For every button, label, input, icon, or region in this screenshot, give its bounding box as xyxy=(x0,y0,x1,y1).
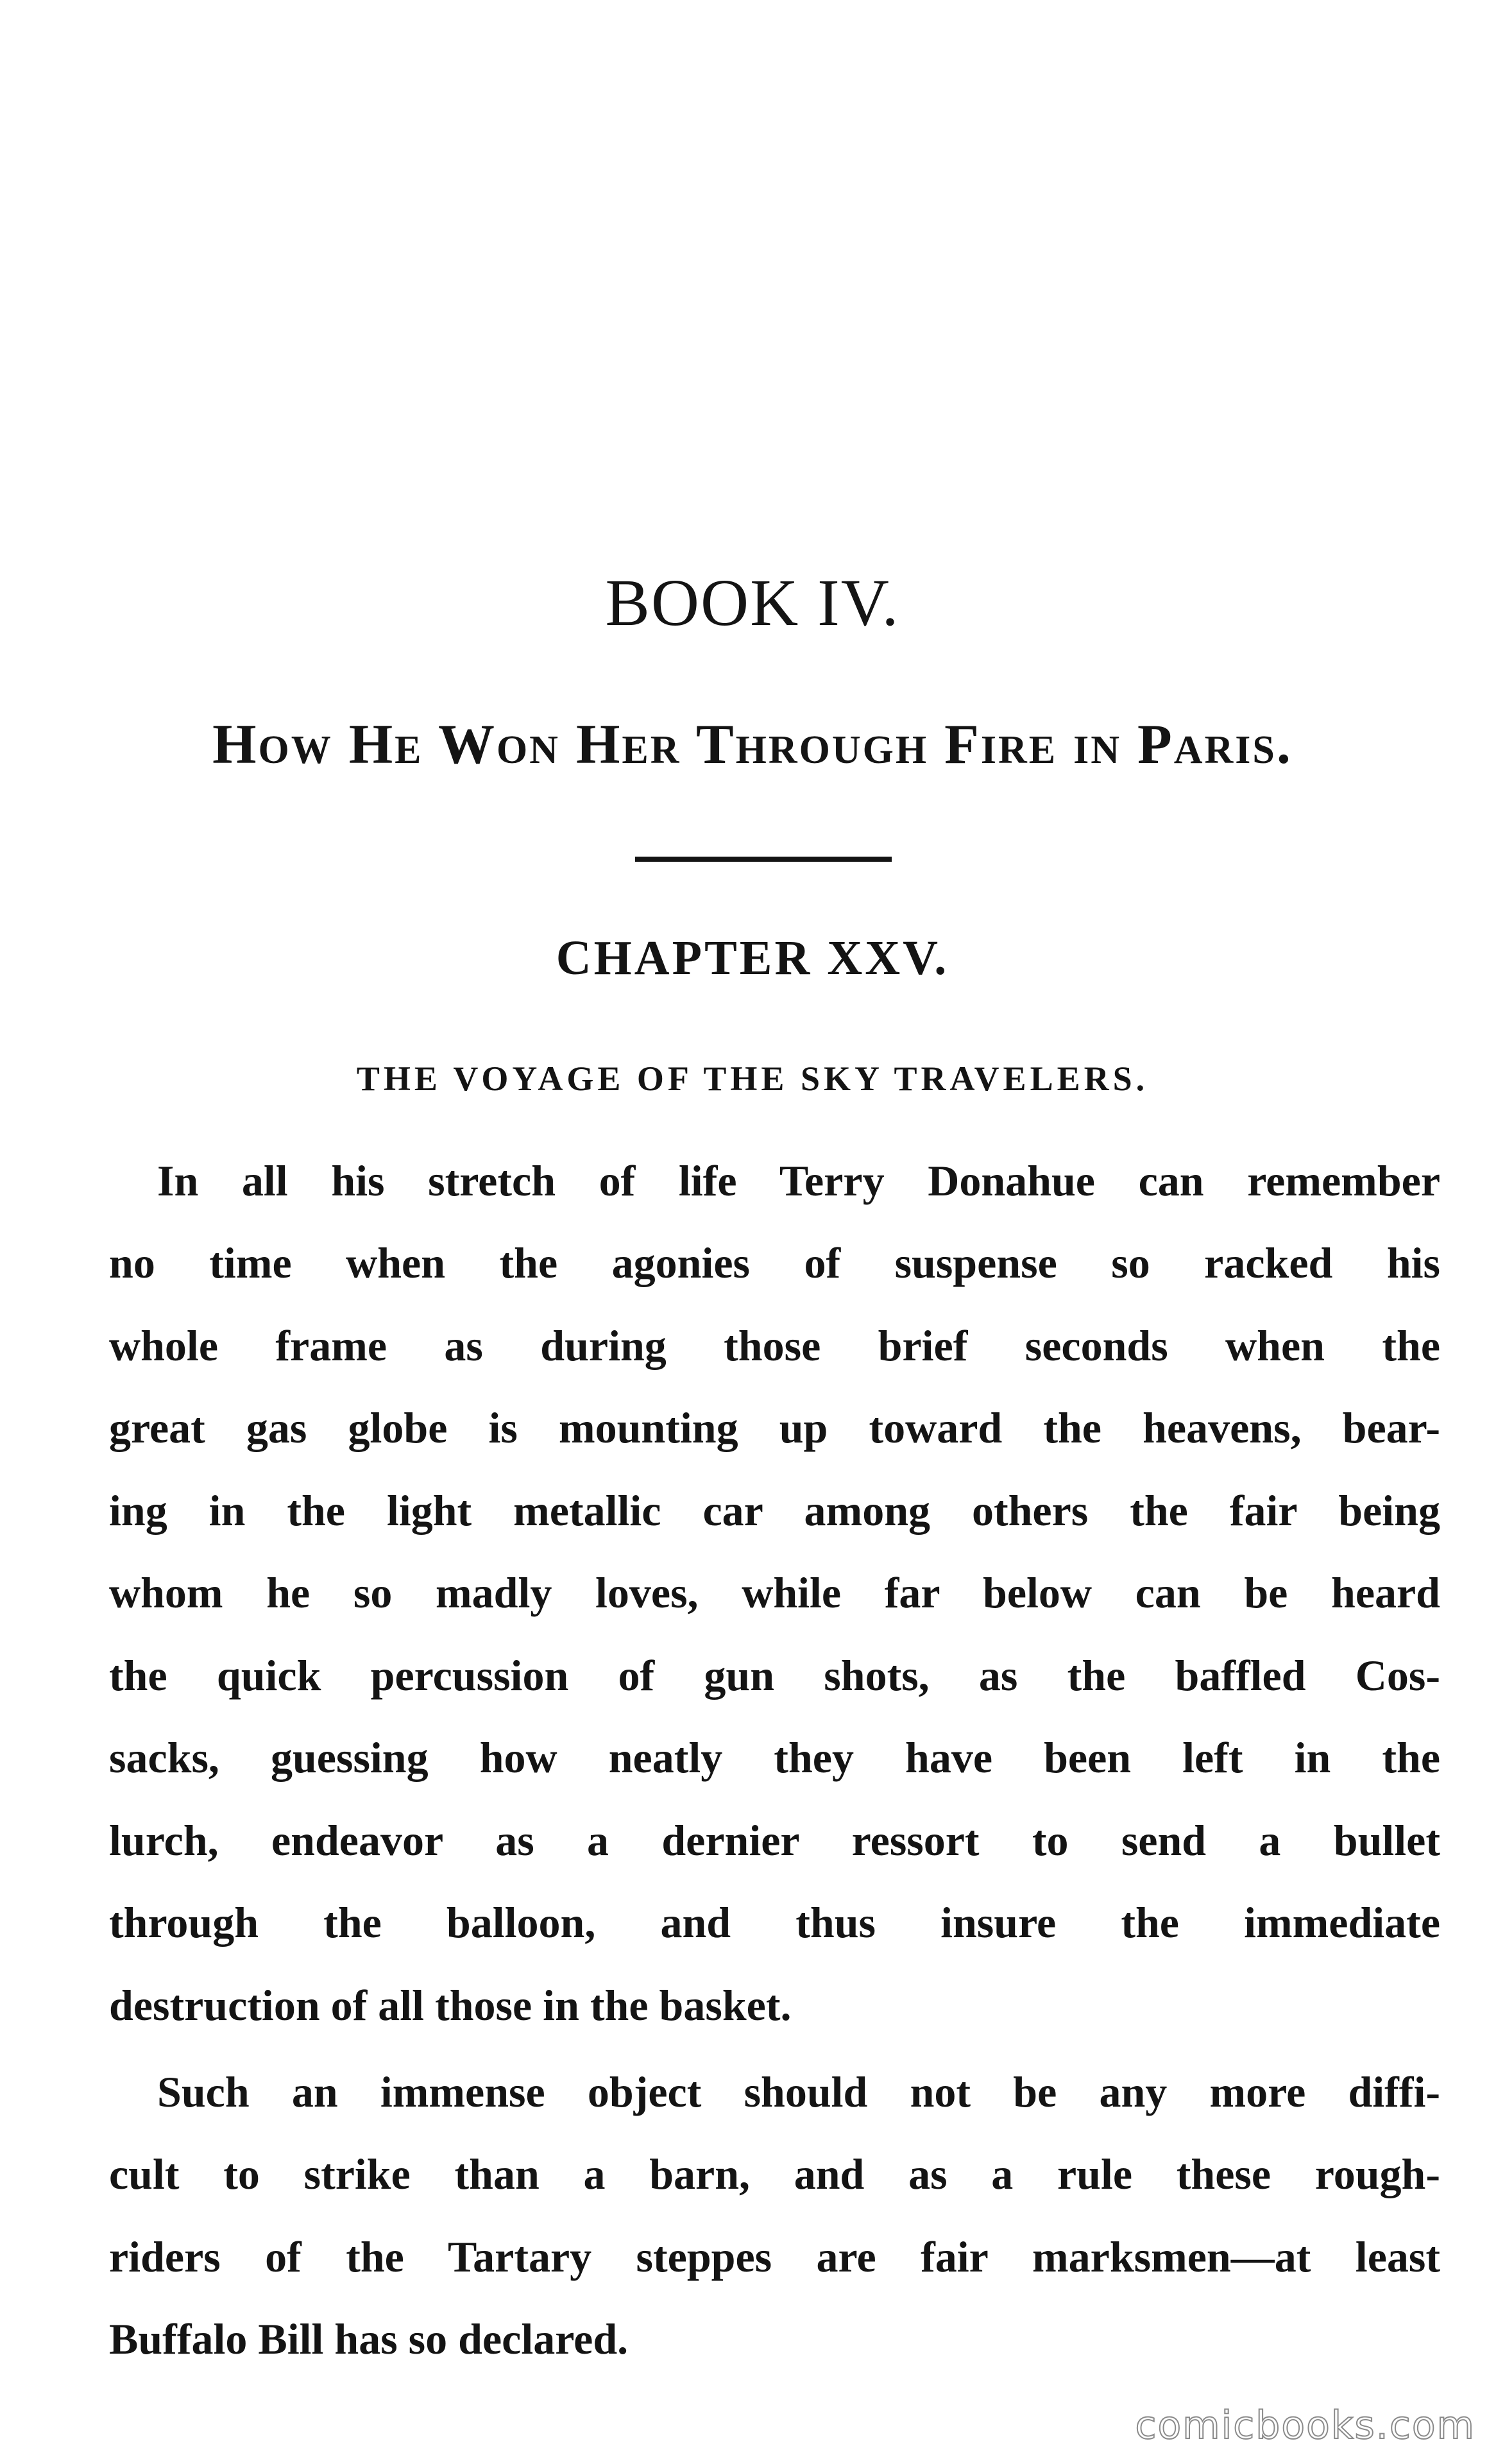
body-line: riders of the Tartary steppes are fair marksmen—at least xyxy=(109,2232,1440,2281)
body-line: whom he so madly loves, while far below can be heard xyxy=(109,1568,1440,1617)
section-divider xyxy=(635,857,892,862)
body-line: the quick percussion of gun shots, as the baffled Cos- xyxy=(109,1651,1440,1700)
body-line: through the balloon, and thus insure the immediate xyxy=(109,1898,1440,1947)
body-line: Buffalo Bill has so declared. xyxy=(109,2314,629,2363)
body-line: no time when the agonies of suspense so racked his xyxy=(109,1238,1440,1287)
body-line: lurch, endeavor as a dernier ressort to send a bullet xyxy=(109,1816,1440,1865)
body-line: In all his stretch of life Terry Donahue can remember xyxy=(157,1156,1440,1205)
body-line: great gas globe is mounting up toward the heavens, bear- xyxy=(109,1403,1440,1452)
body-line: cult to strike than a barn, and as a rule these rough- xyxy=(109,2150,1440,2198)
book-subtitle: How He Won Her Through Fire in Paris. xyxy=(212,714,1293,776)
book-title: BOOK IV. xyxy=(605,566,900,640)
body-line: sacks, guessing how neatly they have been left in the xyxy=(109,1733,1440,1782)
chapter-title: CHAPTER XXV. xyxy=(556,931,949,985)
body-line: destruction of all those in the basket. xyxy=(109,1981,792,2030)
body-line: whole frame as during those brief seconds when the xyxy=(109,1321,1440,1370)
body-line: Such an immense object should not be any more diffi- xyxy=(157,2067,1440,2116)
body-line: ing in the light metallic car among others the fair being xyxy=(109,1486,1440,1535)
watermark: comicbooks.com xyxy=(1135,2403,1475,2448)
chapter-subtitle: THE VOYAGE OF THE SKY TRAVELERS. xyxy=(356,1059,1149,1098)
